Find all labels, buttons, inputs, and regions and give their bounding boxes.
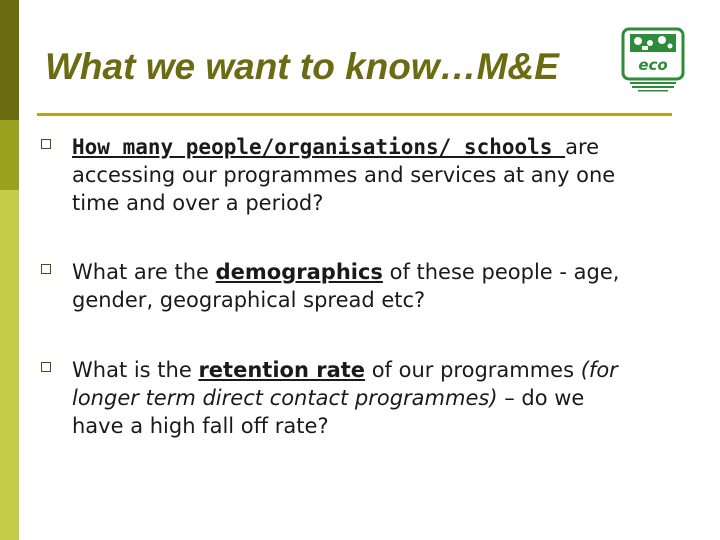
bullet-3-part-3: of our programmes bbox=[365, 358, 581, 382]
bullet-2-part-1: What are the bbox=[72, 260, 216, 284]
slide-title: What we want to know…M&E bbox=[45, 46, 559, 87]
bullet-text-2 bbox=[72, 258, 632, 314]
side-bar-light-segment bbox=[0, 190, 19, 540]
bullet-3-part-5: – do we have a high fall off rate? bbox=[72, 386, 585, 438]
logo-eco-text: eco bbox=[638, 56, 668, 74]
eco-schools-logo bbox=[620, 26, 686, 96]
side-color-bar bbox=[0, 0, 19, 540]
square-bullet-icon bbox=[41, 139, 51, 149]
bullet-text-1 bbox=[72, 133, 632, 217]
bullet-1-part-1: How many people/organisations/ schools bbox=[72, 135, 566, 159]
side-bar-dark-segment bbox=[0, 0, 19, 120]
square-bullet-icon bbox=[41, 264, 51, 274]
bullet-2-part-3: of these people - age, gender, geographical spread etc? bbox=[72, 260, 620, 312]
eco-logo-icon bbox=[620, 26, 686, 96]
bullet-2-part-2: demographics bbox=[215, 260, 383, 284]
side-bar-mid-segment bbox=[0, 120, 19, 190]
bullet-3-part-4: (for longer term direct contact programmes) bbox=[72, 358, 618, 410]
bullet-3-part-2: retention rate bbox=[198, 358, 366, 382]
square-bullet-icon bbox=[41, 362, 51, 372]
bullet-1-part-2: are accessing our programmes and services at any one time and over a period? bbox=[72, 135, 616, 215]
bullet-text-3 bbox=[72, 356, 632, 440]
title-underline-rule bbox=[37, 113, 672, 116]
bullet-3-part-1: What is the bbox=[72, 358, 199, 382]
